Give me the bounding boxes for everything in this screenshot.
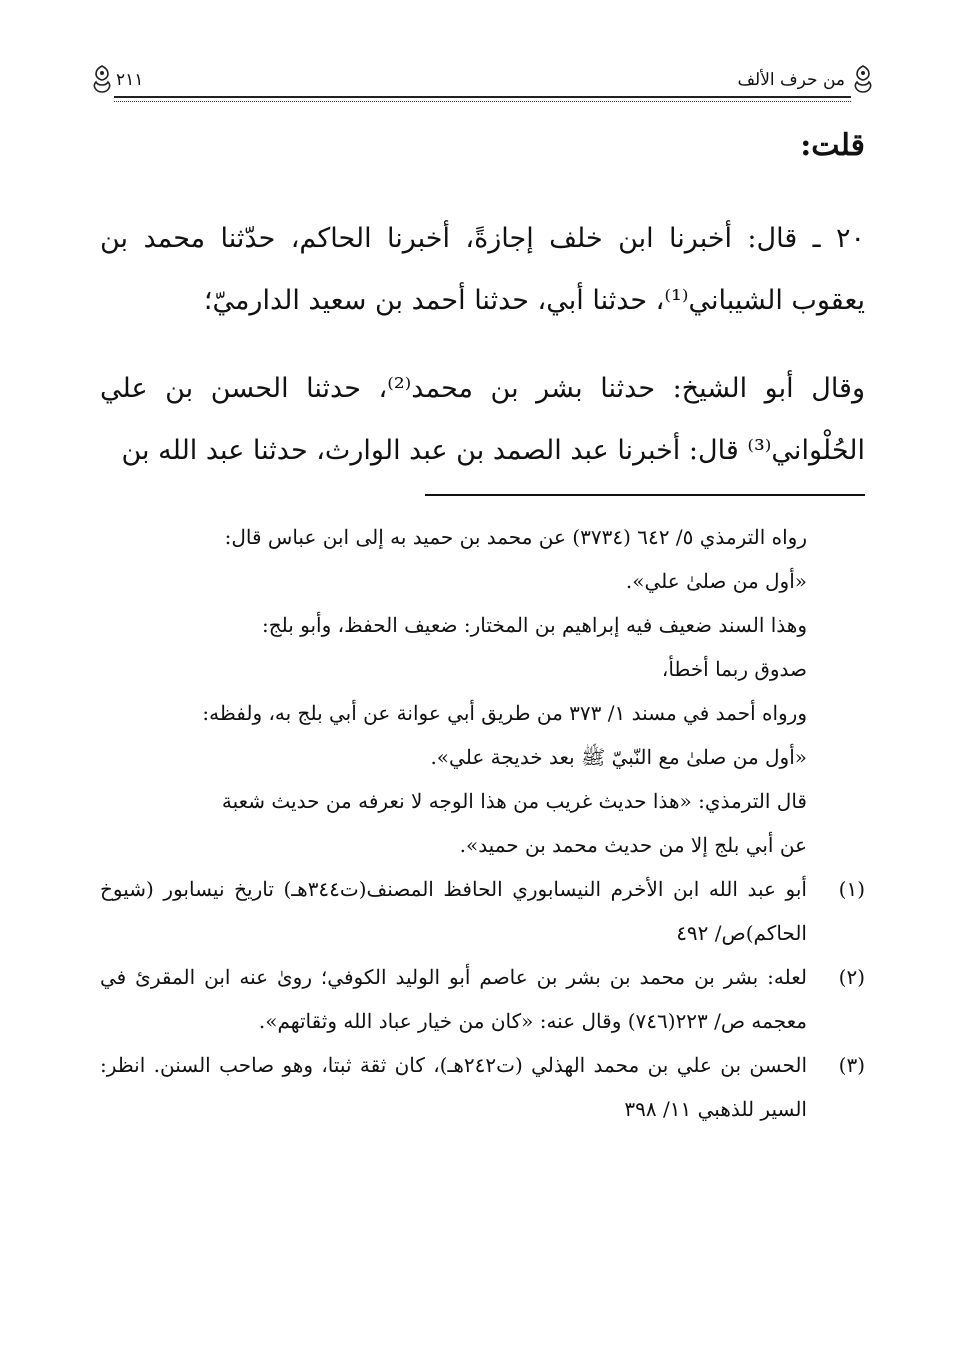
footnote-number: (٢) xyxy=(838,965,865,989)
footnote-continuation xyxy=(100,515,865,867)
header-rule xyxy=(114,96,851,98)
footnote-separator xyxy=(425,494,865,496)
footnote-number: (٣) xyxy=(838,1053,865,1077)
footnote-line: ورواه أحمد في مسند ١/ ٣٧٣ من طريق أبي عوانة عن أبي بلج به، ولفظه: xyxy=(202,701,807,725)
footnote-line: عن أبي بلج إلا من حديث محمد بن حميد». xyxy=(459,833,807,857)
page-number: ٢١١ xyxy=(116,70,144,90)
footnote-item xyxy=(100,1043,865,1131)
body-paragraph: ٢٠ ـ قال: أخبرنا ابن خلف إجازةً، أخبرنا الحاكم، حدّثنا محمد بن يعقوب الشيباني⁽¹⁾، حدثنا أبي، حدثنا أحمد بن سعيد الدارميّ؛ xyxy=(100,223,865,316)
footnote-line: قال الترمذي: «هذا حديث غريب من هذا الوجه لا نعرفه من حديث شعبة xyxy=(221,789,807,813)
footnote-item xyxy=(100,955,865,1043)
footnotes xyxy=(100,515,865,1131)
section-heading: قلت: xyxy=(800,128,865,163)
running-title: من حرف الألف xyxy=(737,70,845,90)
footnote-line: صدوق ربما أخطأ، xyxy=(661,657,807,681)
header-rule-dotted xyxy=(114,101,851,102)
footnote-item xyxy=(100,867,865,955)
footnote-line: «أول من صلىٰ علي». xyxy=(625,569,807,593)
ornament-icon xyxy=(90,64,114,94)
footnote-line: وهذا السند ضعيف فيه إبراهيم بن المختار: ضعيف الحفظ، وأبو بلج: xyxy=(261,613,807,637)
footnote-number: (١) xyxy=(838,877,865,901)
footnote-text: الحسن بن علي بن محمد الهذلي (ت٢٤٢هـ)، كان ثقة ثبتا، وهو صاحب السنن. انظر: السير للذهبي ١١/ ٣٩٨ xyxy=(100,1053,807,1121)
footnote-line: رواه الترمذي ٥/ ٦٤٢ (٣٧٣٤) عن محمد بن حميد به إلى ابن عباس قال: xyxy=(224,525,807,549)
page-header xyxy=(90,62,875,106)
footnote-text: أبو عبد الله ابن الأخرم النيسابوري الحافظ المصنف(ت٣٤٤هـ) تاريخ نيسابور (شيوخ الحاكم)ص/ ٤٩٢ xyxy=(100,877,807,945)
footnote-text: لعله: بشر بن محمد بن بشر بن عاصم أبو الوليد الكوفي؛ روىٰ عنه ابن المقرئ في معجمه ص/ ٢٢٣(٧٤٦) وقال عنه: «كان من خيار عباد الله وثقاتهم». xyxy=(100,965,807,1033)
footnote-line: «أول من صلىٰ مع النّبيّ ﷺ بعد خديجة علي». xyxy=(430,745,807,769)
ornament-icon xyxy=(851,64,875,94)
body-paragraph: وقال أبو الشيخ: حدثنا بشر بن محمد⁽²⁾، حدثنا الحسن بن علي الحُلْواني⁽³⁾ قال: أخبرنا عبد الصمد بن عبد الوارث، حدثنا عبد الله بن xyxy=(100,373,865,466)
